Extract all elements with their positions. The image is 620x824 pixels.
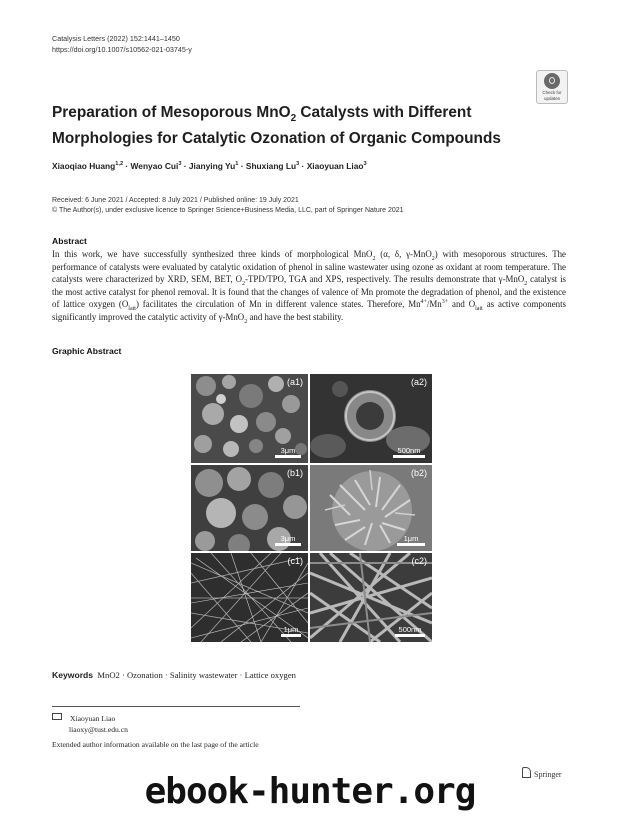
journal-header [52, 34, 192, 55]
extended-info-note: Extended author information available on the last page of the article [52, 740, 259, 749]
badge-line1: Check for [542, 90, 562, 95]
badge-line2: updates [543, 96, 560, 101]
sem-panel-c2 [310, 553, 432, 642]
author-name[interactable]: Xiaoqiao Huang [52, 161, 116, 171]
sem-panel-a1 [191, 374, 308, 463]
panel-label: (a2) [410, 377, 427, 387]
sem-panel-a2 [310, 374, 432, 463]
corresponding-email[interactable]: liaoxy@tust.edu.cn [69, 725, 128, 734]
keywords-text: MnO2 · Ozonation · Salinity wastewater · Lattice oxygen [97, 670, 296, 680]
panel-label: (b2) [410, 468, 427, 478]
footnote-divider [52, 706, 300, 707]
journal-citation: Catalysis Letters (2022) 152:1441–1450 [52, 34, 180, 43]
author-name[interactable]: Xiaoyuan Liao [306, 161, 364, 171]
scale-bar: 500nm [395, 625, 425, 637]
abstract-heading: Abstract [52, 236, 87, 246]
sem-panel-b1 [191, 465, 308, 551]
sem-panel-b2 [310, 465, 432, 551]
corresponding-name: Xiaoyuan Liao [70, 714, 116, 723]
graphic-abstract-heading: Graphic Abstract [52, 346, 122, 356]
panel-label: (c1) [287, 556, 303, 566]
author-list: Xiaoqiao Huang$^{1,2}$ · Wenyao Cui$^3$ · Jianying $Yu^1$ · Shuxiang $Lu^3$ · Xiaoyuan Liao$^3$ [52, 161, 367, 171]
dates-line: Received: 6 June 2021 / Accepted: 8 July 2021 / Published online: 19 July 2021 [52, 197, 299, 204]
panel-label: (a1) [286, 377, 303, 387]
paper-title: Preparation of Mesoporous MnO$_2$ Catalysts with Different Morphologies for Catalytic Ozonation of Organic Compounds [52, 104, 501, 148]
keywords-label: Keywords [52, 670, 94, 680]
doi-link[interactable]: https://doi.org/10.1007/s10562-021-03745-y [52, 44, 192, 54]
scale-bar: 1μm [281, 625, 301, 637]
scale-bar: 1μm [397, 534, 425, 546]
springer-logo: Springer [522, 767, 562, 779]
sem-image-grid [191, 374, 432, 642]
publication-dates [52, 196, 404, 215]
watermark: ebook-hunter.org [144, 771, 476, 812]
scale-bar: 3μm [275, 534, 301, 546]
scale-bar: 3μm [275, 446, 301, 458]
corresponding-author [52, 713, 128, 735]
panel-label: (b1) [286, 468, 303, 478]
author-name[interactable]: Shuxiang Lu [245, 161, 297, 171]
copyright-line: © The Author(s), under exclusive licence to Springer Science+Business Media, LLC, part of Springer Nature 2021 [52, 206, 404, 214]
sem-panel-c1 [191, 553, 308, 642]
keywords [52, 670, 296, 680]
scale-bar: 500nm [393, 446, 425, 458]
check-for-updates-badge[interactable] [536, 70, 568, 104]
author-name[interactable]: Wenyao Cui [130, 161, 179, 171]
envelope-icon [52, 713, 62, 720]
crossmark-icon [544, 73, 560, 89]
abstract-text: In this work, we have successfully synthesized three kinds of morphological MnO$_2$ (α, δ, γ-MnO$_2$) with mesoporous structures. The performance of catalysts were evaluated by catalytic oxidation of phenol in saline wastewater using ozone as oxidant at room temperature. The catalysts were characterized by XRD, SEM, BET, $O_2-TPD$/TPO, TGA and XPS, respectively. The results demonstrate that γ-MnO$_2$ catalyst is the most active catalyst for phenol removal. It is found that the changes of valence of Mn promote the degradation of phenol, and the existence of lattice oxygen $(O_{latt})$ facilitates the circulation of Mn in different valence states. Therefore, $Mn^{4+}/Mn^{3+}$ and $O_{latt}$ as active components significantly improved the catalytic activity of γ-MnO$_2$ and have the best stability. [52, 249, 567, 325]
author-name[interactable]: Jianying Yu [188, 161, 236, 171]
panel-label: (c2) [411, 556, 427, 566]
